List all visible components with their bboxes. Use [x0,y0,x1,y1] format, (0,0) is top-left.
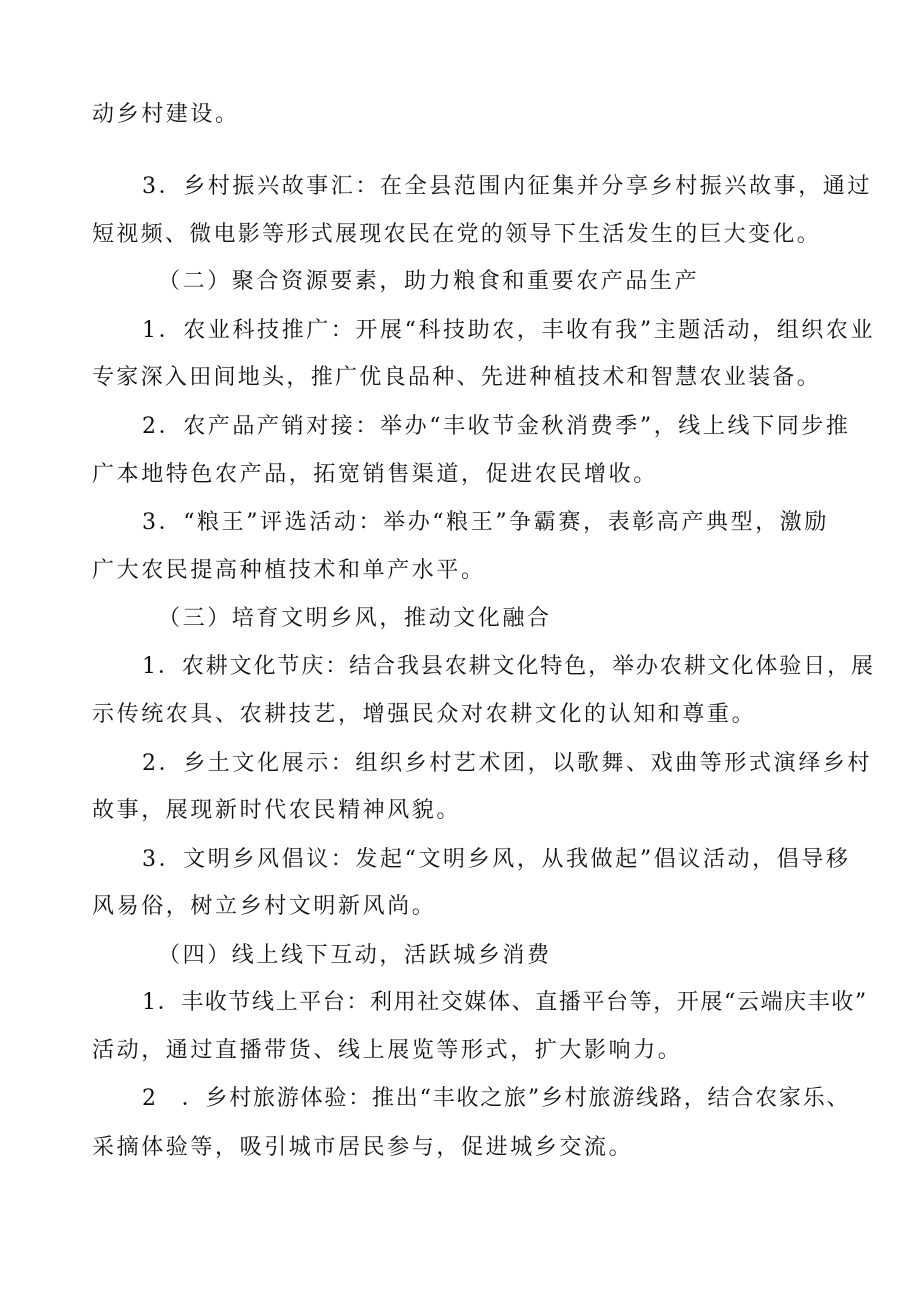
text-line: 动乡村建设。 [92,102,240,127]
text-line: 1．农耕文化节庆：结合我县农耕文化特色，举办农耕文化体验日，展 [142,654,875,679]
text-line: 2 ．乡村旅游体验：推出“丰收之旅”乡村旅游线路，结合农家乐、 [142,1086,851,1111]
text-line: 2．乡土文化展示：组织乡村艺术团，以歌舞、戏曲等形式演绎乡村 [142,751,872,776]
text-line: 1．丰收节线上平台：利用社交媒体、直播平台等，开展“云端庆丰收” [142,990,868,1015]
text-line: 广本地特色农产品，拓宽销售渠道，促进农民增收。 [92,462,658,487]
section-heading: （四）线上线下互动，活跃城乡消费 [158,943,552,968]
text-line: 风易俗，树立乡村文明新风尚。 [92,894,437,919]
text-line: 广大农民提高种植技术和单产水平。 [92,558,486,583]
text-line: 3．乡村振兴故事汇：在全县范围内征集并分享乡村振兴故事，通过 [142,174,872,199]
text-line: 示传统农具、农耕技艺，增强民众对农耕文化的认知和尊重。 [92,702,757,727]
section-heading: （二）聚合资源要素，助力粮食和重要农产品生产 [158,269,700,294]
text-line: 3．“粮王”评选活动：举办“粮王”争霸赛，表彰高产典型，激励 [142,510,829,535]
text-line: 3．文明乡风倡议：发起“文明乡风，从我做起”倡议活动，倡导移 [142,847,851,872]
text-line: 2．农产品产销对接：举办“丰收节金秋消费季”，线上线下同步推 [142,414,851,439]
text-line: 短视频、微电影等形式展现农民在党的领导下生活发生的巨大变化。 [92,222,822,247]
text-line: 采摘体验等，吸引城市居民参与，促进城乡交流。 [92,1135,634,1160]
text-line: 活动，通过直播带货、线上展览等形式，扩大影响力。 [92,1038,683,1063]
text-line: 故事，展现新时代农民精神风貌。 [92,798,462,823]
text-line: 1．农业科技推广：开展“科技助农，丰收有我”主题活动，组织农业 [142,318,876,343]
section-heading: （三）培育文明乡风，推动文化融合 [158,606,552,631]
text-line: 专家深入田间地头，推广优良品种、先进种植技术和智慧农业装备。 [92,365,822,390]
